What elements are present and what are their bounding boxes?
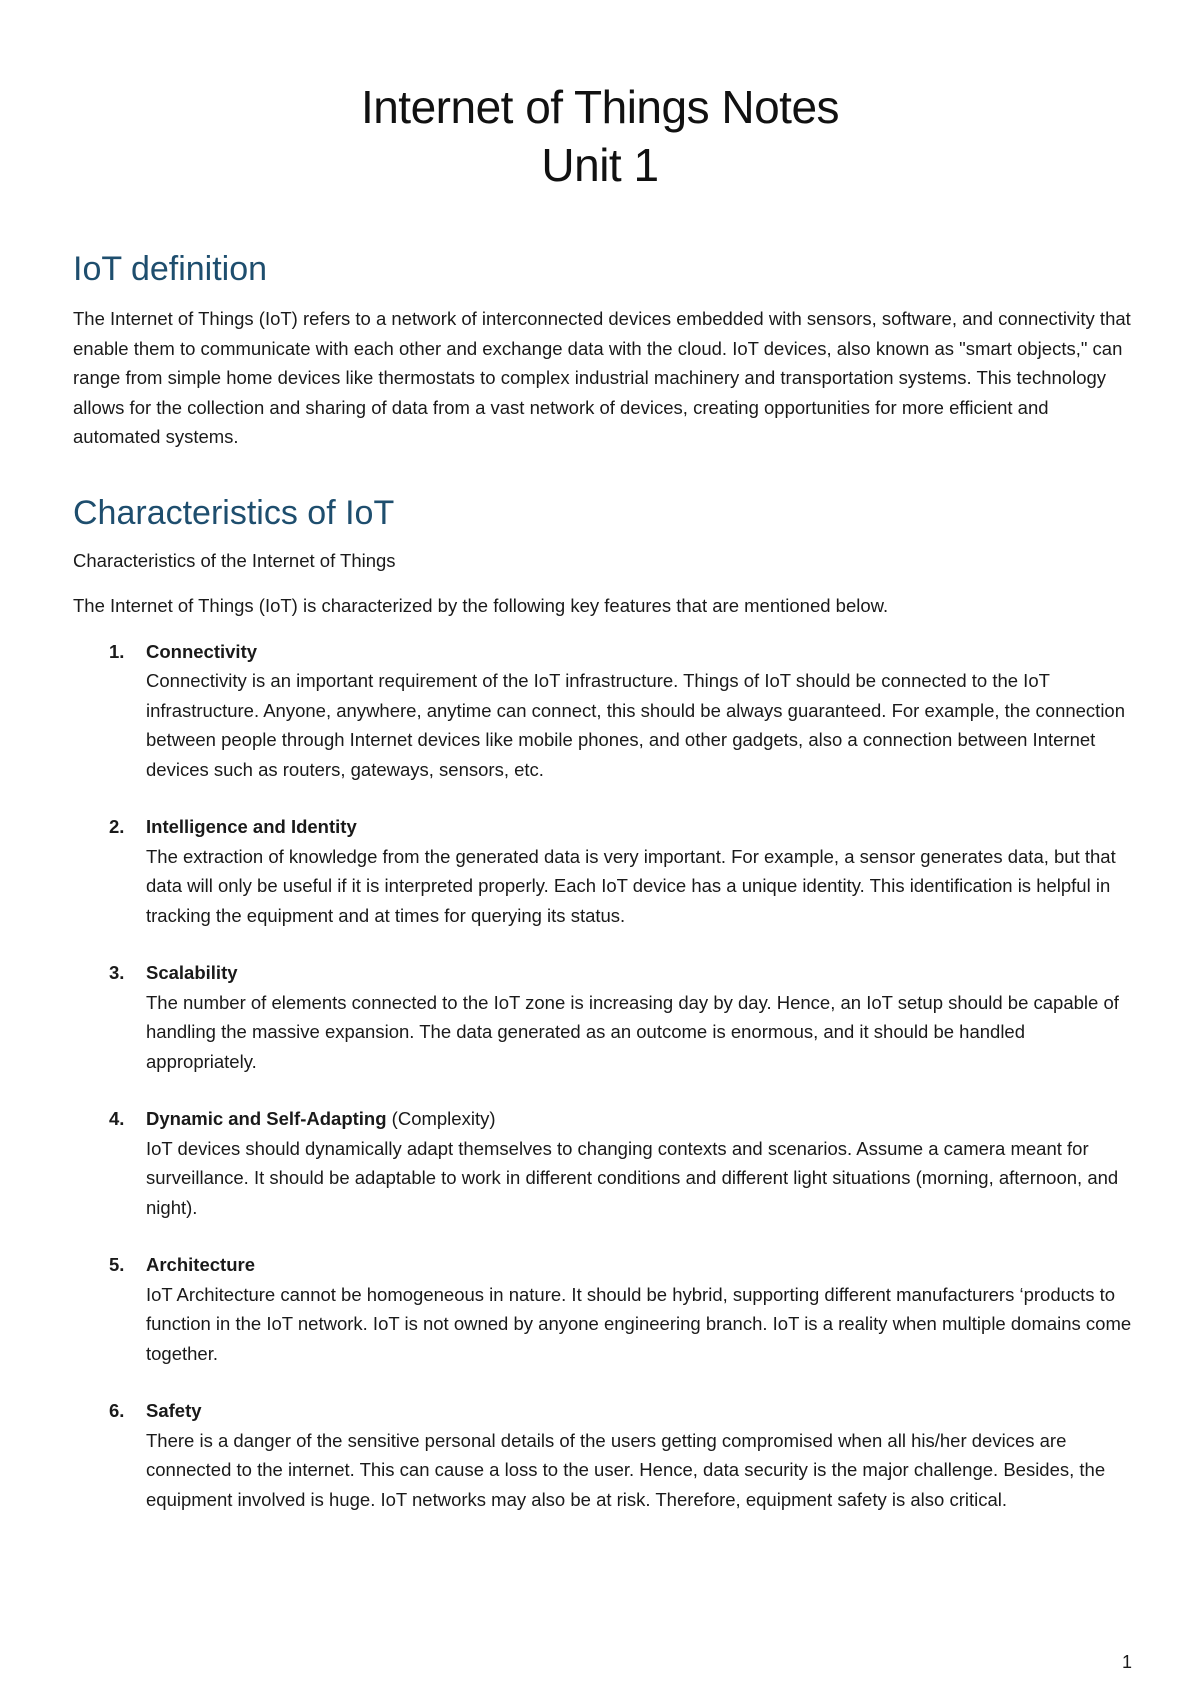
document-title	[0, 78, 1200, 194]
list-item-number: 5.	[109, 1254, 125, 1275]
list-item-title: Intelligence and Identity	[146, 816, 357, 837]
list-item-body: The number of elements connected to the IoT zone is increasing day by day. Hence, an IoT setup should be capable of handling the massive expansion. The data generated as an outcome is enormous, and it should be handled appropriately.	[146, 991, 1119, 1072]
list-item-number: 6.	[109, 1400, 125, 1421]
definition-paragraph: The Internet of Things (IoT) refers to a network of interconnected devices embedded with sensors, software, and connectivity that enable them to communicate with each other and exchange data with the cloud. IoT devices, also known as "smart objects," can range from simple home devices like thermostats to complex industrial machinery and transportation systems. This technology allows for the collection and sharing of data from a vast network of devices, creating opportunities for more efficient and automated systems.	[73, 308, 1131, 447]
list-item	[73, 812, 1133, 930]
list-item	[73, 958, 1133, 1076]
heading-characteristics: Characteristics of IoT	[73, 493, 395, 532]
list-item-suffix: (Complexity)	[386, 1108, 496, 1129]
list-item	[73, 1104, 1133, 1222]
characteristics-intro: The Internet of Things (IoT) is characterized by the following key features that are mentioned below.	[73, 595, 889, 616]
characteristics-subtitle: Characteristics of the Internet of Things	[73, 549, 396, 571]
list-item-title: Dynamic and Self-Adapting	[146, 1108, 387, 1129]
list-item	[73, 1396, 1133, 1514]
list-item	[73, 1250, 1133, 1368]
list-item-title: Connectivity	[146, 640, 258, 662]
title-line-2: Unit 1	[541, 139, 659, 191]
list-item-title: Architecture	[146, 1254, 255, 1275]
list-item-body: The extraction of knowledge from the generated data is very important. For example, a sensor generates data, but that data will only be useful if it is interpreted properly. Each IoT device has a unique identity. This identification is helpful in tracking the equipment and at times for querying its status.	[146, 845, 1116, 926]
list-item-number: 1.	[109, 640, 125, 662]
page-number: 1	[1121, 1652, 1132, 1672]
list-item-title: Scalability	[146, 962, 238, 983]
list-item-body: There is a danger of the sensitive personal details of the users getting compromised when all his/her devices are connected to the internet. This can cause a loss to the user. Hence, data security is the major challenge. Besides, the equipment involved is huge. IoT networks may also be at risk. Therefore, equipment safety is also critical.	[146, 1429, 1106, 1510]
heading-iot-definition: IoT definition	[73, 250, 268, 288]
title-line-1: Internet of Things Notes	[360, 81, 840, 133]
list-item-number: 3.	[109, 962, 125, 983]
document-body	[73, 248, 1133, 1542]
list-item	[73, 637, 1133, 785]
list-item-number: 4.	[109, 1108, 125, 1129]
list-item-title: Safety	[146, 1400, 202, 1421]
list-item-body: IoT Architecture cannot be homogeneous in nature. It should be hybrid, supporting different manufacturers ‘products to function in the IoT network. IoT is not owned by anyone engineering branch. IoT is a reality when multiple domains come together.	[146, 1283, 1132, 1364]
list-item-body: IoT devices should dynamically adapt themselves to changing contexts and scenarios. Assume a camera meant for surveillance. It should be adaptable to work in different conditions and different light situations (morning, afternoon, and night).	[146, 1137, 1119, 1218]
list-item-body: Connectivity is an important requirement of the IoT infrastructure. Things of IoT should be connected to the IoT infrastructure. Anyone, anywhere, anytime can connect, this should be always guaranteed. For example, the connection between people through Internet devices like mobile phones, and other gadgets, also a connection between Internet devices such as routers, gateways, sensors, etc.	[146, 670, 1126, 780]
list-item-number: 2.	[109, 816, 125, 837]
characteristics-list	[73, 637, 1133, 1515]
